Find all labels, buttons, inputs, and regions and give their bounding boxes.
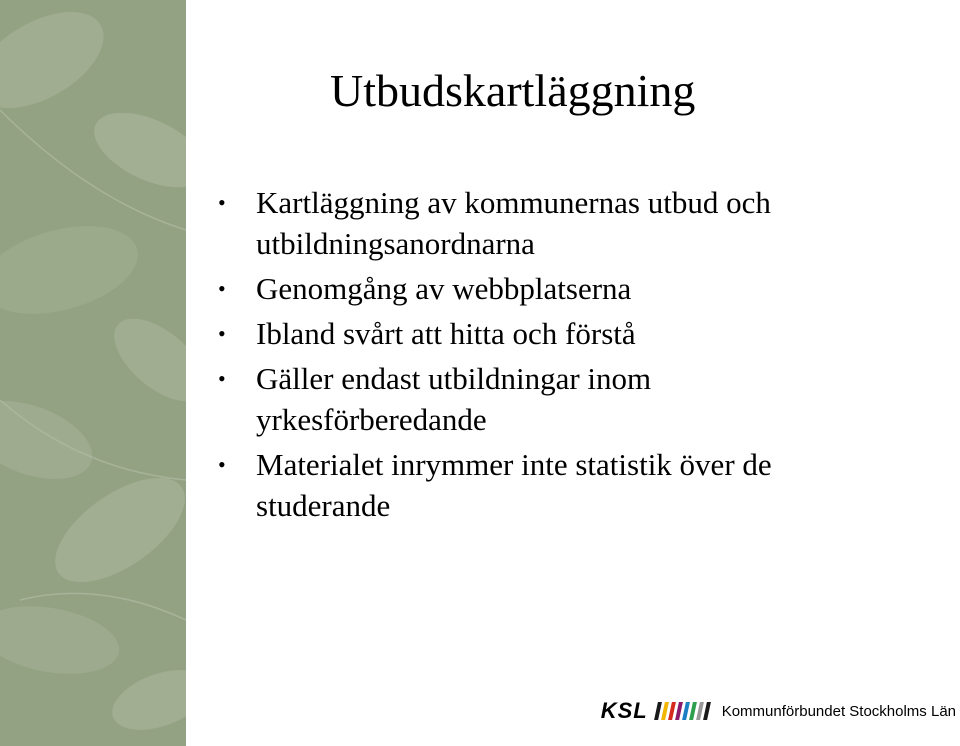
bullet-line: Kartläggning av kommunernas utbud och — [256, 185, 771, 220]
bullet-marker: • — [218, 366, 226, 391]
bullet-marker: • — [218, 190, 226, 215]
bullet-marker: • — [218, 276, 226, 301]
logo-bar — [696, 702, 704, 720]
logo-bar — [682, 702, 690, 720]
bullet-item — [218, 313, 918, 354]
bullet-line: studerande — [256, 488, 391, 523]
bullet-item — [218, 444, 918, 526]
bullet-line: yrkesförberedande — [256, 402, 487, 437]
bullet-line: Ibland svårt att hitta och förstå — [256, 316, 636, 351]
side-panel — [0, 0, 186, 746]
logo-bar — [675, 702, 683, 720]
logo-bar — [689, 702, 697, 720]
logo-color-bars — [656, 702, 712, 720]
leaf-pattern-decoration — [0, 0, 186, 746]
bullet-line: Materialet inrymmer inte statistik över de — [256, 447, 772, 482]
bullet-line: utbildningsanordnarna — [256, 226, 535, 261]
bullet-marker: • — [218, 321, 226, 346]
bullet-marker: • — [218, 452, 226, 477]
logo-bar — [668, 702, 676, 720]
bullet-line: Gäller endast utbildningar inom — [256, 361, 652, 396]
logo-bar — [661, 702, 669, 720]
logo-organization-name: Kommunförbundet Stockholms Län — [721, 702, 956, 720]
logo-bar — [654, 702, 662, 720]
ksl-logo — [601, 698, 956, 724]
slide-title: Utbudskartläggning — [330, 65, 696, 116]
bullet-item — [218, 358, 918, 440]
logo-abbreviation: KSL — [600, 698, 648, 723]
bullet-line: Genomgång av webbplatserna — [256, 271, 632, 306]
bullet-list — [218, 182, 918, 530]
bullet-item — [218, 268, 918, 309]
bullet-item — [218, 182, 918, 264]
logo-bar — [703, 702, 711, 720]
